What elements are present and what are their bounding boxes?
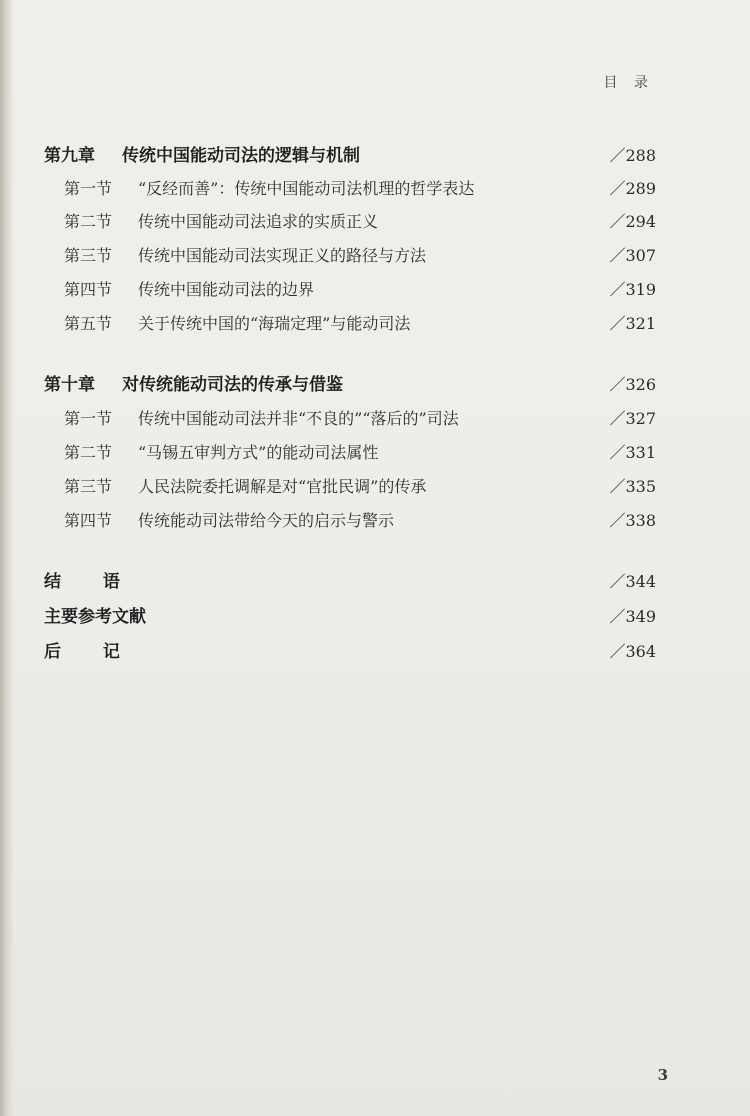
page-folio: 3 — [657, 1066, 668, 1084]
section-label: 第五节 — [64, 314, 113, 333]
page-number: ／331 — [609, 443, 656, 462]
section-label: 第一节 — [64, 179, 113, 198]
section-title: 关于传统中国的“海瑞定理”与能动司法 — [138, 314, 411, 333]
section-label: 第四节 — [64, 511, 113, 530]
section-title: 传统中国能动司法实现正义的路径与方法 — [138, 246, 427, 265]
section-title: “马锡五审判方式”的能动司法属性 — [138, 443, 379, 462]
page-number: ／307 — [609, 246, 656, 265]
section-title: 传统中国能动司法并非“不良的”“落后的”司法 — [138, 409, 459, 428]
page-number: ／289 — [609, 179, 656, 198]
toc-afterword — [0, 638, 750, 666]
section-label: 第一节 — [64, 409, 113, 428]
page-number: ／335 — [609, 477, 656, 496]
backmatter-label: 主要参考文献 — [44, 607, 146, 627]
page-number: ／321 — [609, 314, 656, 333]
section-label: 第三节 — [64, 477, 113, 496]
page-number: ／288 — [609, 146, 656, 165]
section-title: 传统中国能动司法追求的实质正义 — [138, 212, 379, 231]
page-number: ／349 — [609, 607, 656, 626]
toc-section — [0, 276, 750, 304]
toc-section — [0, 242, 750, 270]
section-label: 第二节 — [64, 212, 113, 231]
page-number: ／319 — [609, 280, 656, 299]
toc-section — [0, 507, 750, 535]
section-title: 人民法院委托调解是对“官批民调”的传承 — [138, 477, 427, 496]
toc-section — [0, 175, 750, 203]
page-number: ／327 — [609, 409, 656, 428]
toc-section — [0, 310, 750, 338]
page-number: ／364 — [609, 642, 656, 661]
chapter-title: 对传统能动司法的传承与借鉴 — [122, 375, 343, 395]
section-label: 第四节 — [64, 280, 113, 299]
section-label: 第三节 — [64, 246, 113, 265]
page-number: ／344 — [609, 572, 656, 591]
backmatter-label: 后 记 — [44, 642, 138, 662]
chapter-title: 传统中国能动司法的逻辑与机制 — [122, 146, 360, 166]
section-title: 传统中国能动司法的边界 — [138, 280, 315, 299]
page-number: ／326 — [609, 375, 656, 394]
toc-section — [0, 473, 750, 501]
toc-section — [0, 439, 750, 467]
toc-section — [0, 405, 750, 433]
page-number: ／338 — [609, 511, 656, 530]
backmatter-label: 结 语 — [44, 572, 138, 592]
toc-chapter-10 — [0, 371, 750, 399]
section-label: 第二节 — [64, 443, 113, 462]
toc-section — [0, 208, 750, 236]
section-title: “反经而善”：传统中国能动司法机理的哲学表达 — [138, 179, 475, 198]
running-head: 目 录 — [603, 75, 654, 91]
chapter-label: 第十章 — [44, 375, 95, 395]
section-title: 传统能动司法带给今天的启示与警示 — [138, 511, 395, 530]
toc-references — [0, 603, 750, 631]
page-number: ／294 — [609, 212, 656, 231]
toc-conclusion — [0, 568, 750, 596]
chapter-label: 第九章 — [44, 146, 95, 166]
toc-chapter-9 — [0, 142, 750, 170]
